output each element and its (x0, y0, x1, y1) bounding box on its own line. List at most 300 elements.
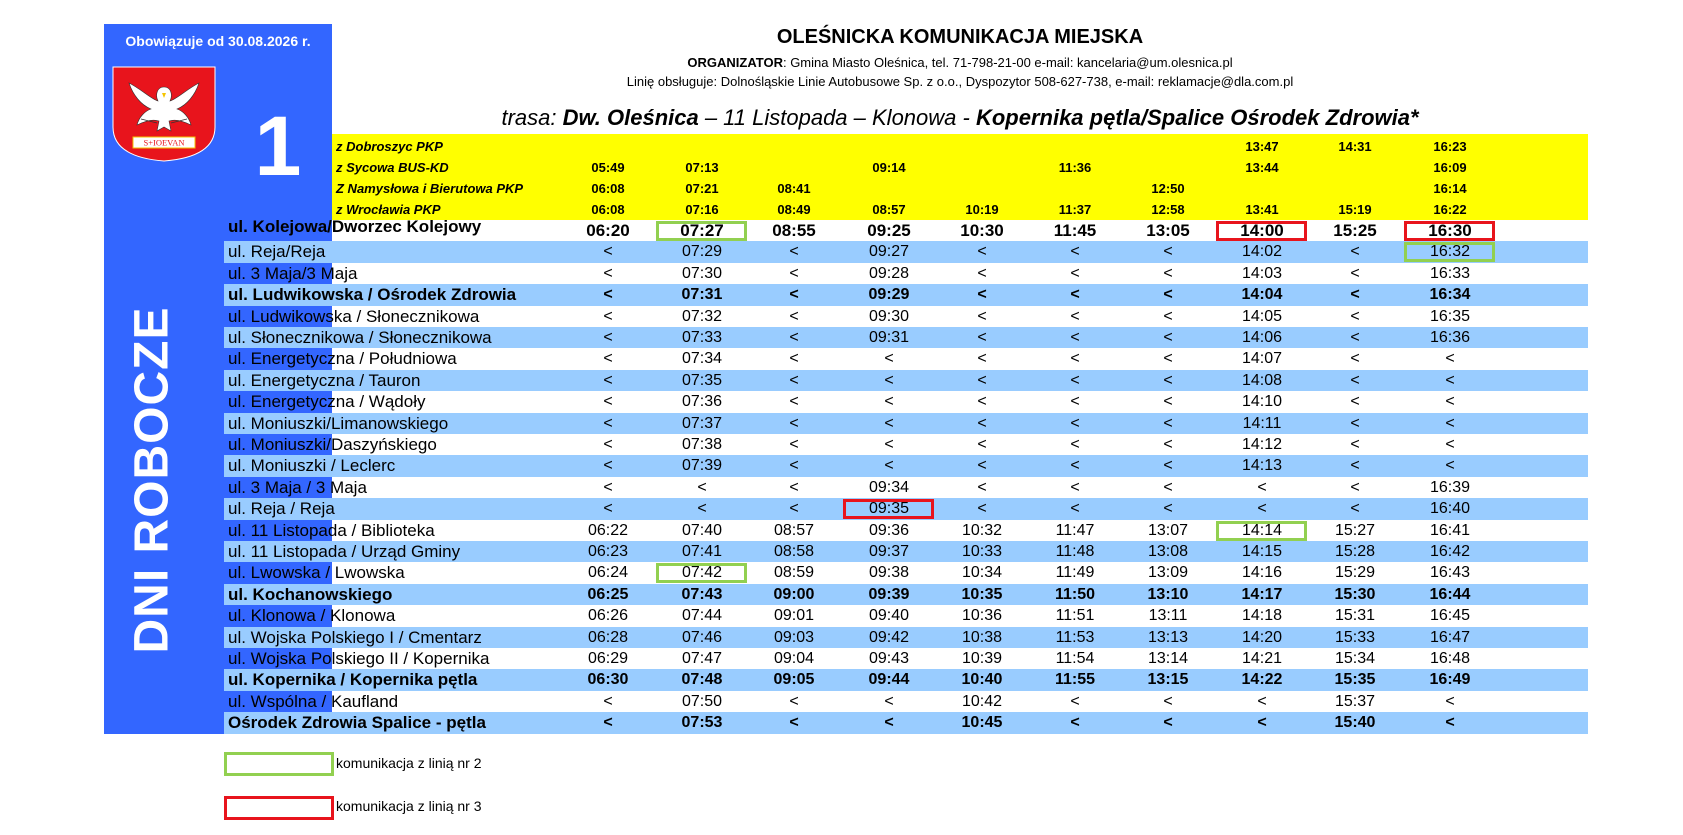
connection-highlight-green (1404, 242, 1495, 262)
connection-label: z Sycowa BUS-KD (336, 160, 449, 175)
departure-time: 10:35 (961, 585, 1003, 603)
departure-time: 14:00 (1240, 221, 1284, 240)
table-row (224, 263, 1588, 284)
route-line (332, 105, 1588, 131)
departure-time: 14:08 (1241, 371, 1283, 389)
table-row (224, 669, 1588, 690)
departure-time: 16:32 (1429, 243, 1471, 261)
departure-time: 15:31 (1334, 607, 1376, 625)
departure-time: 15:34 (1334, 650, 1376, 667)
departure-time: 13:09 (1147, 564, 1189, 582)
departure-time: < (1350, 243, 1360, 261)
connection-time: 07:16 (685, 202, 719, 217)
departure-time: 09:29 (868, 286, 910, 304)
departure-time: 13:08 (1147, 543, 1189, 560)
connection-label: z Wrocławia PKP (336, 202, 441, 217)
table-row (224, 562, 1588, 583)
departure-time: < (789, 350, 799, 368)
departure-time: < (697, 478, 707, 496)
stop-name: ul. Reja/Reja (228, 242, 326, 262)
departure-time: < (884, 457, 894, 475)
departure-time: 16:42 (1429, 543, 1471, 560)
departure-time: 06:23 (587, 543, 629, 560)
departure-time: 14:20 (1241, 628, 1283, 646)
departure-time: 09:04 (773, 650, 815, 667)
departure-time: < (1350, 264, 1360, 282)
departure-time: < (789, 371, 799, 389)
departure-time: < (1163, 500, 1173, 518)
stop-name: ul. Moniuszki/Limanowskiego (228, 413, 449, 433)
departure-time: 14:12 (1241, 436, 1283, 453)
departure-time: 07:33 (681, 329, 723, 346)
departure-time: 16:47 (1429, 628, 1471, 646)
table-row (224, 413, 1588, 434)
operator-label: Linię obsługuje (626, 74, 714, 89)
departure-time: 09:38 (868, 564, 910, 582)
connection-time: 11:37 (1058, 202, 1092, 217)
departure-time: 14:05 (1241, 307, 1283, 325)
departure-time: 09:34 (868, 478, 910, 496)
connection-time: 07:13 (685, 160, 719, 175)
departure-time: < (603, 714, 613, 732)
departure-time: 10:32 (961, 521, 1003, 539)
departure-time: < (977, 393, 987, 411)
departure-time: 07:48 (681, 671, 723, 689)
departure-time: < (1163, 329, 1173, 346)
departure-time: 09:28 (868, 264, 910, 282)
departure-time: 14:11 (1242, 414, 1282, 432)
stop-name: ul. Energetyczna / Południowa (228, 349, 457, 369)
departure-time: 08:59 (773, 564, 815, 582)
departure-time: 15:29 (1334, 564, 1376, 582)
departure-time: < (1070, 692, 1080, 710)
departure-time: 15:35 (1334, 671, 1376, 689)
departure-time: < (1163, 286, 1173, 304)
departure-time: < (884, 371, 894, 389)
crest-banner: S+IOEVAN (143, 137, 185, 148)
departure-time: 16:33 (1429, 264, 1471, 282)
departure-time: < (1163, 371, 1173, 389)
connection-time: 06:08 (591, 202, 625, 217)
table-row (224, 217, 1588, 241)
departure-time: < (1070, 371, 1080, 389)
departure-time: < (977, 414, 987, 432)
connection-time: 16:22 (1433, 202, 1467, 217)
departure-time: < (603, 478, 613, 496)
departure-time: 06:20 (586, 221, 630, 240)
departure-time: 09:31 (868, 329, 910, 346)
departure-time: 11:51 (1055, 607, 1095, 625)
departure-time: 14:21 (1241, 650, 1283, 667)
departure-time: < (1257, 500, 1267, 518)
departure-time: 14:17 (1241, 585, 1283, 603)
stop-name: ul. 11 Listopada / Urząd Gminy (228, 542, 461, 561)
legend-green-label: komunikacja z linią nr 2 (336, 755, 482, 771)
day-type-vertical (104, 300, 200, 660)
departure-time: 10:30 (960, 221, 1004, 240)
departure-time: < (977, 307, 987, 325)
stop-name: ul. Energetyczna / Wądoły (228, 392, 426, 412)
departure-time: 15:37 (1334, 692, 1376, 710)
departure-time: 16:36 (1429, 329, 1471, 346)
departure-time: < (603, 436, 613, 453)
departure-time: 09:05 (773, 671, 815, 689)
organizer-label: ORGANIZATOR (687, 55, 783, 70)
operator-line (332, 74, 1588, 89)
connection-row (332, 199, 1588, 220)
departure-time: 07:30 (681, 264, 723, 282)
departure-time: 16:39 (1429, 478, 1471, 496)
departure-time: 11:48 (1055, 543, 1095, 560)
stop-name: ul. Reja / Reja (228, 499, 335, 519)
departure-time: 16:48 (1429, 650, 1471, 667)
departure-time: < (1350, 500, 1360, 518)
departure-time: < (884, 414, 894, 432)
departure-time: 13:10 (1147, 585, 1189, 603)
departure-time: 09:43 (868, 650, 910, 667)
departure-time: < (697, 500, 707, 518)
departure-time: < (789, 500, 799, 518)
departure-time: < (1070, 714, 1080, 732)
line-number: 1 (254, 99, 302, 193)
departure-time: 16:35 (1429, 307, 1471, 325)
connection-row (332, 178, 1588, 199)
table-row (224, 584, 1588, 605)
departure-time: 07:29 (681, 243, 723, 261)
departure-time: 07:31 (681, 286, 723, 304)
stop-name: ul. Moniuszki/Daszyńskiego (228, 435, 437, 454)
departure-time: < (789, 243, 799, 261)
departure-time: < (1445, 714, 1455, 732)
stop-name: ul. Klonowa / Klonowa (228, 606, 396, 626)
departure-time: 15:27 (1334, 521, 1376, 539)
departure-time: < (1350, 307, 1360, 325)
departure-time: 09:42 (868, 628, 910, 646)
table-row (224, 648, 1588, 669)
stop-name: ul. Kopernika / Kopernika pętla (228, 670, 478, 690)
stop-name: ul. Kolejowa/Dworzec Kolejowy (228, 217, 482, 236)
departure-time: < (977, 286, 987, 304)
departure-time: 14:03 (1241, 264, 1283, 282)
legend-red-swatch (224, 796, 334, 820)
departure-time: 13:05 (1146, 221, 1190, 240)
departure-time: 13:14 (1147, 650, 1189, 667)
departure-time: < (884, 714, 894, 732)
departure-time: 16:34 (1429, 286, 1471, 304)
stop-name: ul. Wspólna / Kaufland (228, 691, 399, 711)
departure-time: < (1257, 478, 1267, 496)
departure-time: < (1445, 414, 1455, 432)
departure-time: 07:34 (681, 350, 723, 368)
departure-time: 06:24 (587, 564, 629, 582)
departure-time: 10:36 (961, 607, 1003, 625)
departure-time: < (1350, 414, 1360, 432)
departure-time: < (1070, 414, 1080, 432)
departure-time: < (1070, 307, 1080, 325)
stop-name: ul. Lwowska / Lwowska (228, 563, 405, 583)
departure-time: 07:27 (680, 221, 724, 240)
departure-time: < (977, 371, 987, 389)
departure-time: 06:29 (587, 650, 629, 667)
table-row (224, 391, 1588, 412)
connection-time: 11:36 (1058, 160, 1092, 175)
departure-time: < (1070, 329, 1080, 346)
departure-time: 09:35 (868, 500, 910, 518)
departure-time: 14:22 (1241, 671, 1283, 689)
table-row (224, 455, 1588, 476)
departure-time: < (789, 414, 799, 432)
departure-time: 15:33 (1334, 628, 1376, 646)
departure-time: 13:15 (1147, 671, 1189, 689)
departure-time: 09:44 (868, 671, 910, 689)
departure-time: < (1445, 393, 1455, 411)
departure-time: < (603, 371, 613, 389)
connection-row (332, 136, 1588, 157)
departure-time: 16:41 (1429, 521, 1471, 539)
departure-time: 09:39 (868, 585, 910, 603)
stop-name: ul. Moniuszki / Leclerc (228, 456, 396, 476)
connection-highlight-red (1216, 221, 1307, 241)
connection-time: 15:19 (1338, 202, 1372, 217)
connection-highlight-green (1216, 521, 1307, 541)
departure-time: < (884, 350, 894, 368)
departure-time: < (603, 264, 613, 282)
departure-time: 09:36 (868, 521, 910, 539)
departure-time: < (603, 350, 613, 368)
departure-time: 09:27 (868, 243, 910, 261)
departure-time: 06:28 (587, 628, 629, 646)
departure-time: 09:01 (773, 607, 815, 625)
departure-time: < (884, 393, 894, 411)
organizer-line (332, 55, 1588, 70)
departure-time: 14:13 (1241, 457, 1283, 475)
departure-time: 16:30 (1428, 221, 1472, 240)
departure-time: < (1070, 436, 1080, 453)
page-title: OLEŚNICKA KOMUNIKACJA MIEJSKA (776, 26, 1144, 48)
departure-time: 15:28 (1334, 543, 1376, 560)
route-end: Kopernika pętla/Spalice Ośrodek Zdrowia* (975, 105, 1419, 130)
route-start: Dw. Oleśnica (562, 105, 699, 130)
departure-time: < (1350, 350, 1360, 368)
departure-time: < (603, 329, 613, 346)
departure-time: < (1163, 478, 1173, 496)
departure-time: < (1163, 393, 1173, 411)
connection-time: 09:14 (872, 160, 906, 175)
departure-time: < (1070, 243, 1080, 261)
departure-time: 09:40 (868, 607, 910, 625)
stop-name: Ośrodek Zdrowia Spalice - pętla (228, 713, 486, 733)
departure-time: < (1350, 286, 1360, 304)
table-row (224, 520, 1588, 541)
departure-time: 13:07 (1147, 521, 1189, 539)
departure-time: < (789, 329, 799, 346)
stop-name: ul. Słonecznikowa / Słonecznikowa (228, 328, 492, 347)
departure-time: < (1445, 350, 1455, 368)
connection-time: 13:47 (1245, 139, 1279, 154)
stop-name: ul. Ludwikowska / Słonecznikowa (228, 306, 480, 326)
departure-time: 07:44 (681, 607, 723, 625)
departure-time: 07:38 (681, 436, 723, 453)
departure-time: < (789, 478, 799, 496)
departure-time: 07:41 (681, 543, 723, 560)
departure-time: < (789, 692, 799, 710)
table-row (224, 306, 1588, 327)
departure-time: 14:15 (1241, 543, 1283, 560)
stop-name: ul. Ludwikowska / Ośrodek Zdrowia (228, 285, 517, 305)
connection-time: 08:41 (777, 181, 811, 196)
departure-time: < (1163, 436, 1173, 453)
departure-time: 10:45 (961, 714, 1003, 732)
departure-time: < (977, 264, 987, 282)
departure-time: 07:39 (681, 457, 723, 475)
departure-time: 14:04 (1241, 286, 1283, 304)
departure-time: < (1163, 243, 1173, 261)
departure-time: 11:54 (1055, 650, 1095, 667)
connection-time: 13:44 (1245, 160, 1279, 175)
connection-highlight-green (656, 221, 747, 241)
departure-time: < (1350, 457, 1360, 475)
connection-time: 16:09 (1433, 160, 1467, 175)
stop-name: ul. Wojska Polskiego II / Kopernika (228, 649, 490, 668)
departure-time: 07:47 (681, 650, 723, 667)
departure-time: 11:53 (1055, 628, 1095, 646)
departure-time: < (884, 436, 894, 453)
departure-time: < (977, 436, 987, 453)
departure-time: < (1163, 264, 1173, 282)
table-row (224, 370, 1588, 391)
departure-time: 09:37 (868, 543, 910, 560)
departure-time: 06:26 (587, 607, 629, 625)
departure-time: < (603, 243, 613, 261)
organizer-text: : Gmina Miasto Oleśnica, tel. 71-798-21-00 e-mail: kancelaria@um.olesnica.pl (782, 55, 1233, 70)
departure-time: 15:40 (1334, 714, 1376, 732)
connection-time: 16:14 (1433, 181, 1467, 196)
departure-time: < (1070, 457, 1080, 475)
table-row (224, 605, 1588, 626)
departure-time: < (789, 436, 799, 453)
departure-time: 11:55 (1054, 671, 1096, 689)
departure-time: < (603, 500, 613, 518)
table-row (224, 434, 1588, 455)
departure-time: < (1257, 714, 1267, 732)
stop-name: ul. Energetyczna / Tauron (228, 370, 421, 390)
departure-time: < (1350, 478, 1360, 496)
connection-time: 05:49 (591, 160, 625, 175)
departure-time: 11:45 (1053, 221, 1097, 240)
departure-time: 11:50 (1054, 585, 1096, 603)
departure-time: < (977, 457, 987, 475)
departure-time: 09:03 (773, 628, 815, 646)
departure-time: < (789, 307, 799, 325)
departure-time: < (1350, 371, 1360, 389)
departure-time: 07:37 (681, 414, 723, 432)
departure-time: < (977, 243, 987, 261)
connection-highlight-red (1404, 221, 1495, 241)
stop-name: ul. 11 Listopada / Biblioteka (228, 520, 435, 540)
departure-time: 10:38 (961, 628, 1003, 646)
table-row (224, 241, 1588, 262)
departure-time: 09:25 (867, 221, 911, 240)
connection-label: Z Namysłowa i Bierutowa PKP (336, 181, 524, 196)
departure-time: 14:06 (1241, 329, 1283, 346)
table-row (224, 627, 1588, 648)
departure-time: 15:30 (1334, 585, 1376, 603)
departure-time: < (1350, 393, 1360, 411)
olesnica-crest-icon (111, 65, 217, 163)
legend-green-swatch (224, 752, 334, 776)
departure-time: 13:11 (1148, 607, 1188, 625)
departure-time: < (1163, 457, 1173, 475)
connection-time: 13:41 (1245, 202, 1279, 217)
departure-time: < (789, 264, 799, 282)
valid-from: Obowiązuje od 30.08.2026 r. (125, 33, 311, 49)
departure-time: < (977, 478, 987, 496)
departure-time: < (1070, 286, 1080, 304)
departure-time: 07:46 (681, 628, 723, 646)
departure-time: < (1163, 714, 1173, 732)
departure-time: 11:47 (1055, 521, 1095, 539)
departure-time: 07:43 (681, 585, 723, 603)
departure-time: < (603, 393, 613, 411)
departure-time: 07:40 (681, 521, 723, 539)
departure-time: < (603, 457, 613, 475)
table-row (224, 712, 1588, 733)
departure-time: 08:57 (773, 521, 815, 539)
departure-time: 10:39 (961, 650, 1003, 667)
table-row (224, 348, 1588, 369)
legend-red-label: komunikacja z linią nr 3 (336, 798, 482, 814)
departure-time: 07:36 (681, 393, 723, 411)
departure-time: 10:40 (961, 671, 1003, 689)
table-row (224, 541, 1588, 562)
departure-time: 10:33 (961, 543, 1003, 560)
route-middle: – 11 Listopada – Klonowa - (698, 105, 976, 130)
table-row (224, 327, 1588, 348)
departure-time: 16:40 (1429, 500, 1471, 518)
connection-time: 08:57 (872, 202, 906, 217)
connection-time: 07:21 (685, 181, 719, 196)
departure-time: 11:49 (1055, 564, 1095, 582)
departure-time: 07:42 (681, 564, 723, 582)
connection-highlight-red (843, 499, 934, 519)
connection-time: 08:49 (777, 202, 811, 217)
departure-time: < (1163, 350, 1173, 368)
departure-time: 14:16 (1241, 564, 1283, 582)
departure-time: < (1070, 264, 1080, 282)
departure-time: < (1445, 436, 1455, 453)
departure-time: < (1257, 692, 1267, 710)
departure-time: 15:25 (1333, 221, 1377, 240)
stop-name: ul. Kochanowskiego (228, 584, 393, 604)
departure-time: 07:53 (681, 714, 723, 732)
departure-time: < (884, 692, 894, 710)
departure-time: 14:02 (1241, 243, 1283, 261)
table-row (224, 477, 1588, 498)
departure-time: < (1445, 457, 1455, 475)
departure-time: 13:13 (1147, 628, 1189, 646)
day-type-label: DNI ROBOCZE (125, 306, 179, 654)
connection-time: 12:50 (1151, 181, 1185, 196)
departure-time: 07:32 (681, 307, 723, 325)
departure-time: 06:25 (587, 585, 629, 603)
stop-name: ul. 3 Maja/3 Maja (228, 263, 358, 283)
departure-time: < (789, 457, 799, 475)
departure-time: 06:30 (587, 671, 629, 689)
departure-time: 16:45 (1429, 607, 1471, 625)
operator-text: : Dolnośląskie Linie Autobusowe Sp. z o.o., Dyspozytor 508-627-738, e-mail: reklamacje@dla.com.pl (713, 74, 1294, 89)
departure-time: 09:30 (868, 307, 910, 325)
departure-time: < (1445, 692, 1455, 710)
